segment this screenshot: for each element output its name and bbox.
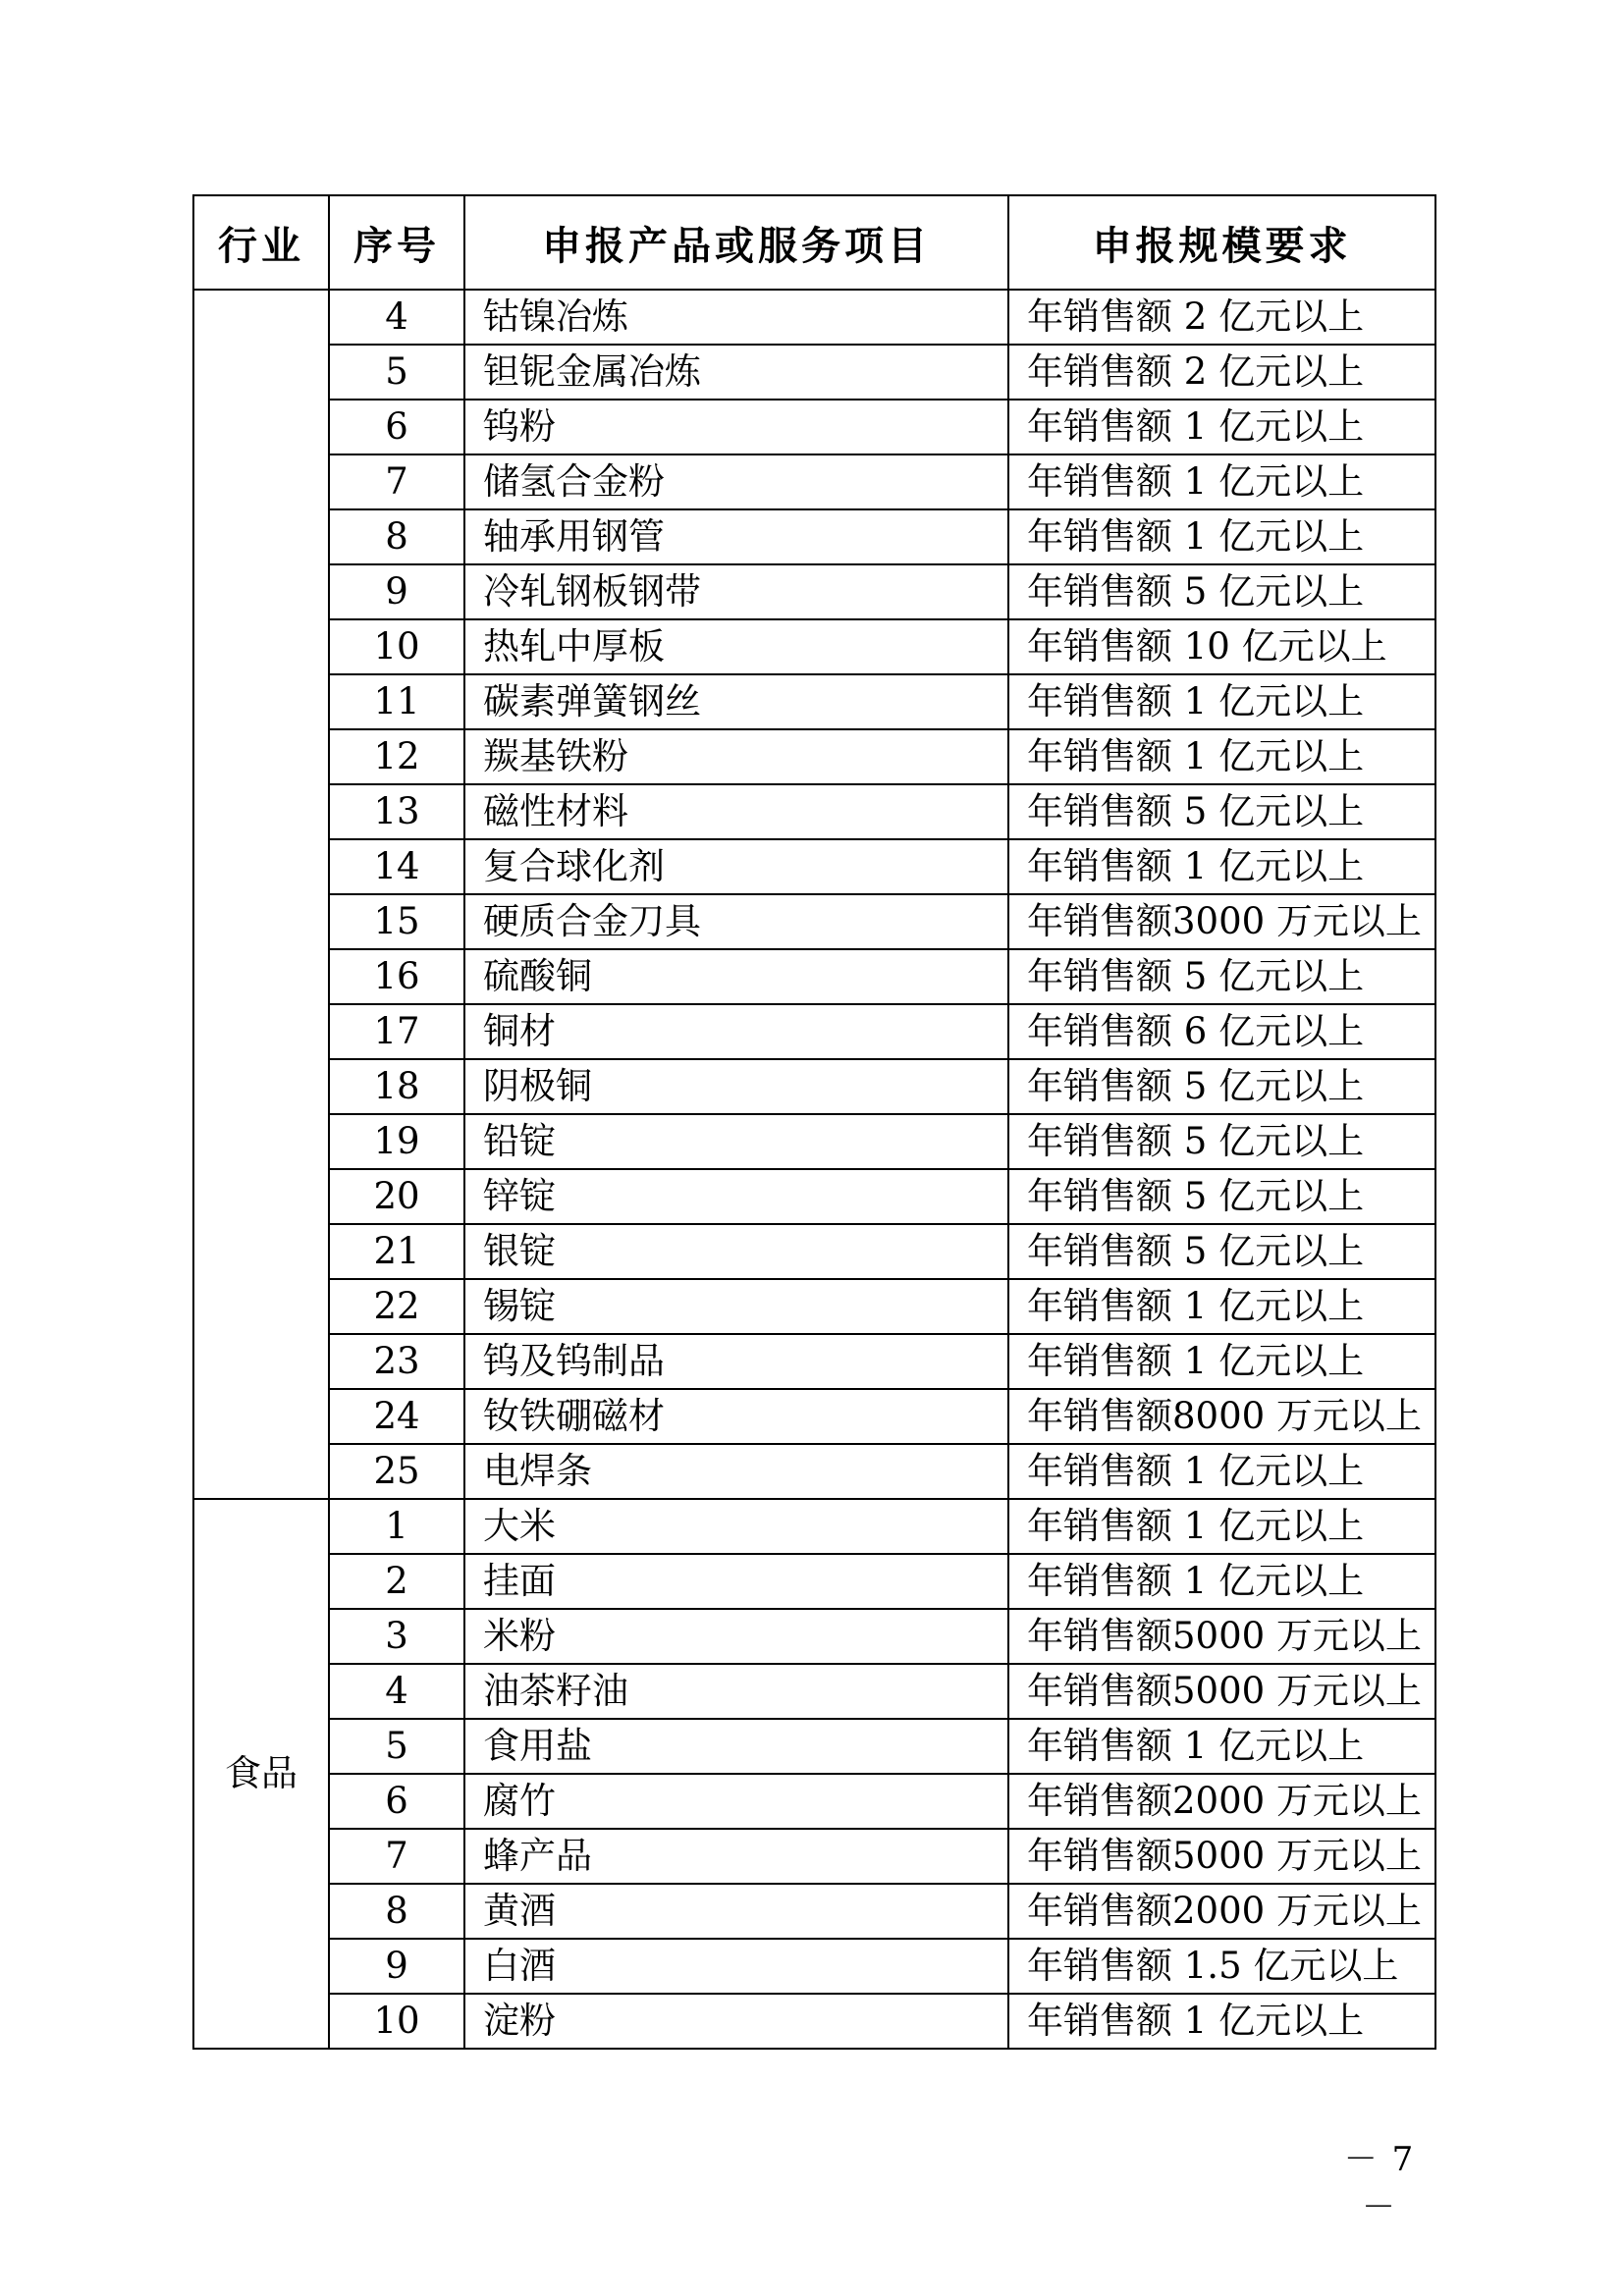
requirement-cell: 年销售额 5 亿元以上 (1008, 1169, 1435, 1224)
table-row (193, 1994, 1435, 2049)
table-row (193, 1554, 1435, 1609)
table-row (193, 674, 1435, 729)
requirement-cell: 年销售额 1 亿元以上 (1008, 509, 1435, 564)
item-cell: 铅锭 (464, 1114, 1008, 1169)
seq-cell: 12 (329, 729, 464, 784)
seq-cell: 2 (329, 1554, 464, 1609)
requirement-cell: 年销售额 1 亿元以上 (1008, 839, 1435, 894)
seq-cell: 10 (329, 1994, 464, 2049)
requirement-cell: 年销售额 1 亿元以上 (1008, 1719, 1435, 1774)
seq-cell: 20 (329, 1169, 464, 1224)
requirement-cell: 年销售额 1 亿元以上 (1008, 1994, 1435, 2049)
requirement-cell: 年销售额5000 万元以上 (1008, 1829, 1435, 1884)
item-cell: 腐竹 (464, 1774, 1008, 1829)
seq-cell: 5 (329, 1719, 464, 1774)
item-cell: 轴承用钢管 (464, 509, 1008, 564)
header-industry: 行业 (193, 195, 329, 290)
requirement-cell: 年销售额 2 亿元以上 (1008, 290, 1435, 345)
seq-cell: 4 (329, 290, 464, 345)
table-row (193, 1664, 1435, 1719)
requirement-cell: 年销售额2000 万元以上 (1008, 1774, 1435, 1829)
requirement-cell: 年销售额 1 亿元以上 (1008, 1279, 1435, 1334)
requirement-cell: 年销售额 1.5 亿元以上 (1008, 1939, 1435, 1994)
seq-cell: 17 (329, 1004, 464, 1059)
item-cell: 挂面 (464, 1554, 1008, 1609)
requirement-cell: 年销售额 5 亿元以上 (1008, 784, 1435, 839)
requirement-cell: 年销售额 1 亿元以上 (1008, 1334, 1435, 1389)
header-row (193, 195, 1435, 290)
seq-cell: 6 (329, 400, 464, 454)
seq-cell: 8 (329, 1884, 464, 1939)
table-row (193, 1829, 1435, 1884)
seq-cell: 24 (329, 1389, 464, 1444)
table-row (193, 1004, 1435, 1059)
item-cell: 硫酸铜 (464, 949, 1008, 1004)
seq-cell: 13 (329, 784, 464, 839)
item-cell: 羰基铁粉 (464, 729, 1008, 784)
requirement-cell: 年销售额 5 亿元以上 (1008, 949, 1435, 1004)
table-row (193, 1059, 1435, 1114)
requirement-cell: 年销售额3000 万元以上 (1008, 894, 1435, 949)
seq-cell: 7 (329, 454, 464, 509)
requirement-cell: 年销售额 5 亿元以上 (1008, 564, 1435, 619)
item-cell: 油茶籽油 (464, 1664, 1008, 1719)
requirement-cell: 年销售额 1 亿元以上 (1008, 729, 1435, 784)
table-row (193, 564, 1435, 619)
item-cell: 大米 (464, 1499, 1008, 1554)
item-cell: 铜材 (464, 1004, 1008, 1059)
seq-cell: 1 (329, 1499, 464, 1554)
item-cell: 阴极铜 (464, 1059, 1008, 1114)
item-cell: 储氢合金粉 (464, 454, 1008, 509)
seq-cell: 3 (329, 1609, 464, 1664)
item-cell: 冷轧钢板钢带 (464, 564, 1008, 619)
item-cell: 钨及钨制品 (464, 1334, 1008, 1389)
requirement-cell: 年销售额 1 亿元以上 (1008, 1499, 1435, 1554)
seq-cell: 11 (329, 674, 464, 729)
item-cell: 银锭 (464, 1224, 1008, 1279)
table-row (193, 509, 1435, 564)
industry-cell (193, 290, 329, 1499)
item-cell: 米粉 (464, 1609, 1008, 1664)
seq-cell: 19 (329, 1114, 464, 1169)
item-cell: 蜂产品 (464, 1829, 1008, 1884)
table-row (193, 290, 1435, 345)
seq-cell: 9 (329, 1939, 464, 1994)
table-body (193, 290, 1435, 2049)
table-row (193, 1389, 1435, 1444)
item-cell: 锌锭 (464, 1169, 1008, 1224)
requirement-cell: 年销售额 1 亿元以上 (1008, 1444, 1435, 1499)
item-cell: 黄酒 (464, 1884, 1008, 1939)
seq-cell: 8 (329, 509, 464, 564)
table-row (193, 1609, 1435, 1664)
requirement-cell: 年销售额 1 亿元以上 (1008, 674, 1435, 729)
item-cell: 电焊条 (464, 1444, 1008, 1499)
item-cell: 复合球化剂 (464, 839, 1008, 894)
page-number: － 7 － (1343, 2140, 1416, 2227)
seq-cell: 18 (329, 1059, 464, 1114)
item-cell: 钕铁硼磁材 (464, 1389, 1008, 1444)
table-row (193, 1169, 1435, 1224)
seq-cell: 6 (329, 1774, 464, 1829)
item-cell: 钽铌金属冶炼 (464, 345, 1008, 400)
table-row (193, 1719, 1435, 1774)
seq-cell: 23 (329, 1334, 464, 1389)
requirement-cell: 年销售额 2 亿元以上 (1008, 345, 1435, 400)
item-cell: 锡锭 (464, 1279, 1008, 1334)
table-row (193, 949, 1435, 1004)
requirement-cell: 年销售额 10 亿元以上 (1008, 619, 1435, 674)
requirement-cell: 年销售额 1 亿元以上 (1008, 400, 1435, 454)
item-cell: 钴镍冶炼 (464, 290, 1008, 345)
requirements-table (192, 194, 1436, 2050)
seq-cell: 7 (329, 1829, 464, 1884)
seq-cell: 22 (329, 1279, 464, 1334)
header-item: 申报产品或服务项目 (464, 195, 1008, 290)
table-row (193, 1444, 1435, 1499)
header-requirement: 申报规模要求 (1008, 195, 1435, 290)
seq-cell: 10 (329, 619, 464, 674)
requirement-cell: 年销售额5000 万元以上 (1008, 1664, 1435, 1719)
table-row (193, 894, 1435, 949)
seq-cell: 16 (329, 949, 464, 1004)
requirement-cell: 年销售额 5 亿元以上 (1008, 1059, 1435, 1114)
table-row (193, 619, 1435, 674)
item-cell: 食用盐 (464, 1719, 1008, 1774)
table-row (193, 1334, 1435, 1389)
requirement-cell: 年销售额 6 亿元以上 (1008, 1004, 1435, 1059)
requirement-cell: 年销售额2000 万元以上 (1008, 1884, 1435, 1939)
item-cell: 硬质合金刀具 (464, 894, 1008, 949)
requirement-cell: 年销售额8000 万元以上 (1008, 1389, 1435, 1444)
seq-cell: 25 (329, 1444, 464, 1499)
requirement-cell: 年销售额 1 亿元以上 (1008, 454, 1435, 509)
item-cell: 钨粉 (464, 400, 1008, 454)
item-cell: 白酒 (464, 1939, 1008, 1994)
table-row (193, 1774, 1435, 1829)
table-row (193, 784, 1435, 839)
seq-cell: 14 (329, 839, 464, 894)
table-row (193, 1884, 1435, 1939)
item-cell: 热轧中厚板 (464, 619, 1008, 674)
requirement-cell: 年销售额 1 亿元以上 (1008, 1554, 1435, 1609)
header-seq: 序号 (329, 195, 464, 290)
table-row (193, 1939, 1435, 1994)
table-row (193, 729, 1435, 784)
seq-cell: 15 (329, 894, 464, 949)
table-row (193, 1114, 1435, 1169)
seq-cell: 9 (329, 564, 464, 619)
industry-cell: 食品 (193, 1499, 329, 2049)
table-row (193, 1499, 1435, 1554)
table-row (193, 345, 1435, 400)
requirement-cell: 年销售额5000 万元以上 (1008, 1609, 1435, 1664)
table-row (193, 400, 1435, 454)
table-row (193, 839, 1435, 894)
item-cell: 碳素弹簧钢丝 (464, 674, 1008, 729)
item-cell: 磁性材料 (464, 784, 1008, 839)
requirement-cell: 年销售额 5 亿元以上 (1008, 1114, 1435, 1169)
seq-cell: 4 (329, 1664, 464, 1719)
item-cell: 淀粉 (464, 1994, 1008, 2049)
seq-cell: 5 (329, 345, 464, 400)
table-row (193, 1279, 1435, 1334)
seq-cell: 21 (329, 1224, 464, 1279)
requirement-cell: 年销售额 5 亿元以上 (1008, 1224, 1435, 1279)
table-row (193, 1224, 1435, 1279)
table-row (193, 454, 1435, 509)
